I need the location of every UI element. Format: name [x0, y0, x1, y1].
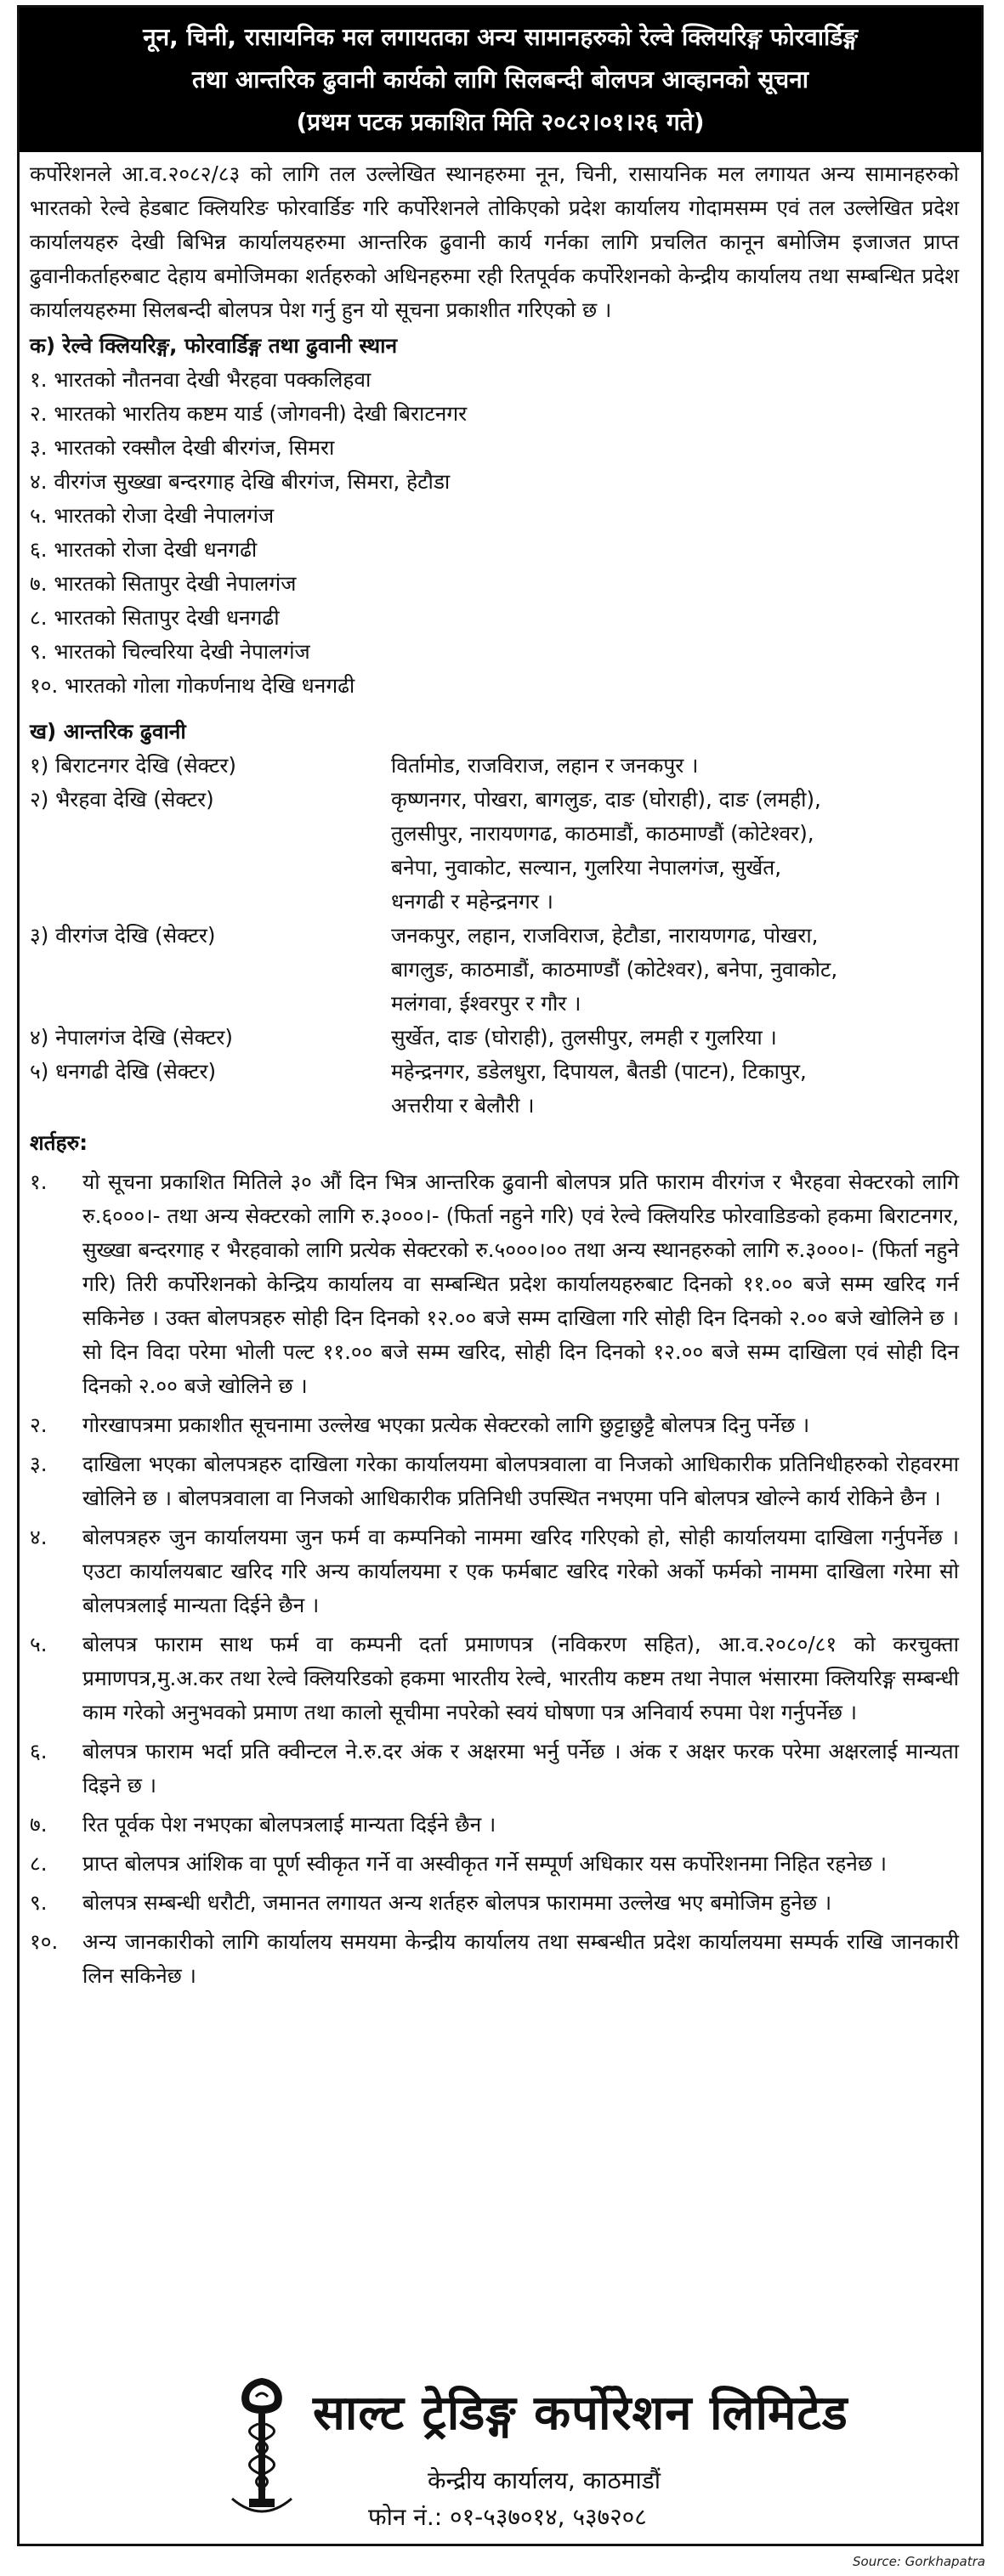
condition-number: ८.	[30, 1851, 48, 1876]
sector-row	[30, 1021, 959, 1055]
sector-origin: ५) धनगढी देखि (सेक्टर)	[30, 1059, 217, 1084]
condition-number: २.	[30, 1413, 48, 1437]
condition-item	[30, 1808, 959, 1842]
list-item: ५. भारतको रोजा देखी नेपालगंज	[30, 503, 275, 528]
list-item: ९. भारतको चिल्वरिया देखी नेपालगंज	[30, 639, 310, 664]
sector-destinations	[391, 783, 959, 919]
destination-line: मलंगवा, ईश्वरपुर र गौर ।	[391, 991, 581, 1016]
company-phone: फोन नं.: ०१-५३७०१४, ५३७२०८	[368, 2503, 647, 2531]
source-credit: Source: Gorkhapatra	[853, 2554, 985, 2569]
section-b-table	[30, 749, 959, 1123]
condition-text: दाखिला भएका बोलपत्रहरु दाखिला गरेका कार्यालयमा बोलपत्रवाला वा निजको आधिकारीक प्रतिनिधीहरुको रोहवरमा खोलिने छ । बोलपत्रवाला वा निजको आधिकारीक प्रतिनिधी उपस्थित नभएमा पनि बोलपत्र खोल्ने कार्य रोकिने छैन ।	[82, 1452, 959, 1510]
sector-row	[30, 919, 959, 1021]
section-b-heading: ख) आन्तरिक ढुवानी	[30, 719, 186, 744]
condition-item	[30, 1408, 959, 1442]
company-office: केन्द्रीय कार्यालय, काठमाडौं	[428, 2466, 661, 2494]
sector-origin: १) बिराटनगर देखि (सेक्टर)	[30, 753, 236, 778]
condition-text: गोरखापत्रमा प्रकाशीत सूचनामा उल्लेख भएका प्रत्येक सेक्टरको लागि छुट्टाछुट्टै बोलपत्र दिनु पर्नेछ ।	[82, 1413, 810, 1437]
sector-destinations	[391, 749, 959, 783]
list-item: ४. वीरगंज सुख्खा बन्दरगाह देखि बीरगंज, सिमरा, हेटौडा	[30, 469, 451, 494]
destination-line: जनकपुर, लहान, राजविराज, हेटौडा, नारायणगढ, पोखरा,	[391, 923, 819, 948]
destination-line: सुर्खेत, दाङ (घोराही), तुलसीपुर, लमही र गुलरिया ।	[391, 1025, 777, 1050]
condition-text: यो सूचना प्रकाशित मितिले ३० औं दिन भित्र आन्तरिक ढुवानी बोलपत्र प्रति फाराम वीरगंज र भैरहवा सेक्टरको लागि रु.६०००।- तथा अन्य सेक्टरको लागि रु.३०००।- (फिर्ता नहुने गरि) एवं रेल्वे क्लियरिड फोरवाडिङको हकमा बिराटनगर, सुख्खा बन्दरगाह र भैरहवाको लागि प्रत्येक सेक्टरको रु.५०००।०० तथा अन्य स्थानहरुको लागि रु.३०००।- (फिर्ता नहुने गरि) तिरी कर्पोरेशनको केन्द्रिय कार्यालय वा सम्बन्धित प्रदेश कार्यालयहरुबाट दिनको ११.०० बजे सम्म खरिद गर्न सकिनेछ । उक्त बोलपत्रहरु सोही दिन दिनको १२.०० बजे सम्म दाखिला गरि सोही दिन दिनको २.०० बजे खोलिने छ । सो दिन विदा परेमा भोली पल्ट ११.०० बजे सम्म खरिद, सोही दिन दिनको १२.०० बजे सम्म दाखिला एवं सोही दिन दिनको २.०० बजे खोलिने छ ।	[82, 1169, 959, 1398]
section-a-list	[30, 363, 959, 703]
sector-destinations	[391, 919, 959, 1021]
sector-origin: ४) नेपालगंज देखि (सेक्टर)	[30, 1025, 233, 1050]
condition-number: ४.	[30, 1525, 48, 1549]
condition-text: बोलपत्रहरु जुन कार्यालयमा जुन फर्म वा कम्पनिको नाममा खरिद गरिएको हो, सोही कार्यालयमा दाखिला गर्नुपर्नेछ । एउटा कार्यालयबाट खरिद गरि अन्य कार्यालयमा र एक फर्मबाट खरिद गरेको अर्को फर्मको नाममा दाखिला गरेमा सो बोलपत्रलाई मान्यता दिईने छैन ।	[82, 1525, 959, 1617]
destination-line: बनेपा, नुवाकोट, सल्यान, गुलरिया नेपालगंज, सुर्खेत,	[391, 855, 782, 880]
destination-line: महेन्द्रनगर, डडेलधुरा, दिपायल, बैतडी (पाटन), टिकापुर,	[391, 1059, 807, 1084]
destination-line: अत्तरीया र बेलौरी ।	[391, 1093, 535, 1118]
title-line-1: नून, चिनी, रासायनिक मल लगायतका अन्य सामानहरुको रेल्वे क्लियरिङ्ग फोरवार्डिङ्ग	[143, 23, 858, 51]
intro-paragraph: कर्पोरेशनले आ.व.२०८२/८३ को लागि तल उल्लेखित स्थानहरुमा नून, चिनी, रासायनिक मल लगायत अन्य सामानहरुको भारतको रेल्वे हेडबाट क्लियरिङ फोरवार्डिङ गरि कर्पोरेशनले तोकिएको प्रदेश कार्यालय गोदामसम्म एवं तल उल्लेखित प्रदेश कार्यालयहरु देखी बिभिन्न कार्यालयहरुमा आन्तरिक ढुवानी कार्य गर्नका लागि प्रचलित कानून बमोजिम इजाजत प्राप्त ढुवानीकर्ताहरुबाट देहाय बमोजिमका शर्तहरुको अधिनहरुमा रही रितपूर्वक कर्पोरेशनको केन्द्रीय कार्यालय तथा सम्बन्धित प्रदेश कार्यालयहरुमा सिलबन्दी बोलपत्र पेश गर्नु हुन यो सूचना प्रकाशीत गरिएको छ ।	[30, 161, 959, 322]
list-item: १०. भारतको गोला गोकर्णनाथ देखि धनगढी	[30, 673, 355, 698]
condition-number: ३.	[30, 1452, 48, 1476]
condition-text: बोलपत्र फाराम भर्दा प्रति क्वीन्टल ने.रु.दर अंक र अक्षरमा भर्नु पर्नेछ । अंक र अक्षर फरक परेमा अक्षरलाई मान्यता दिइने छ ।	[82, 1739, 959, 1798]
condition-item	[30, 1165, 959, 1403]
sector-origin: ३) वीरगंज देखि (सेक्टर)	[30, 923, 216, 948]
company-name: साल्ट ट्रेडिङ्ग कर्पोरेशन लिमिटेड	[313, 2386, 848, 2441]
company-logo-icon	[224, 2371, 300, 2524]
list-item: २. भारतको भारतिय कष्टम यार्ड (जोगवनी) देखी बिराटनगर	[30, 401, 468, 426]
notice-body	[20, 152, 981, 1993]
condition-item	[30, 1735, 959, 1803]
condition-number: १०.	[30, 1929, 59, 1954]
destination-line: तुलसीपुर, नारायणगढ, काठमाडौं, काठमाण्डौं (कोटेश्वर),	[391, 821, 814, 846]
destination-line: धनगढी र महेन्द्रनगर ।	[391, 889, 553, 914]
sector-destinations	[391, 1055, 959, 1123]
sector-origin: २) भैरहवा देखि (सेक्टर)	[30, 787, 214, 812]
conditions-heading: शर्तहरु:	[30, 1130, 88, 1155]
condition-item	[30, 1847, 959, 1881]
list-item: ८. भारतको सितापुर देखी धनगढी	[30, 605, 280, 630]
condition-number: ५.	[30, 1632, 48, 1656]
notice-frame	[17, 5, 984, 2546]
condition-item	[30, 1886, 959, 1920]
list-item: १. भारतको नौतनवा देखी भैरहवा पक्कलिहवा	[30, 367, 372, 392]
list-item: ७. भारतको सितापुर देखी नेपालगंज	[30, 571, 297, 596]
title-line-3: (प्रथम पटक प्रकाशित मिति २०८२।०१।२६ गते)	[296, 108, 705, 136]
condition-text: बोलपत्र फाराम साथ फर्म वा कम्पनी दर्ता प्रमाणपत्र (नविकरण सहित), आ.व.२०८०/८१ को करचुक्ता प्रमाणपत्र,मु.अ.कर तथा रेल्वे क्लियरिडको हकमा भारतीय रेल्वे, भारतीय कष्टम तथा नेपाल भंसारमा क्लियरिङ्ग सम्बन्धी काम गरेको अनुभवको प्रमाण तथा कालो सूचीमा नपरेको स्वयं घोषणा पत्र अनिवार्य रुपमा पेश गर्नुपर्नेछ ।	[82, 1632, 959, 1724]
list-item: ६. भारतको रोजा देखी धनगढी	[30, 537, 258, 562]
condition-number: ९.	[30, 1890, 48, 1915]
list-item: ३. भारतको रक्सौल देखी बीरगंज, सिमरा	[30, 435, 335, 460]
condition-number: ७.	[30, 1812, 48, 1837]
title-line-2: तथा आन्तरिक ढुवानी कार्यको लागि सिलबन्दी बोलपत्र आव्हानको सूचना	[191, 65, 808, 93]
condition-text: अन्य जानकारीको लागि कार्यालय समयमा केन्द्रीय कार्यालय तथा सम्बन्धीत प्रदेश कार्यालयमा सम्पर्क राखि जानकारी लिन सकिनेछ ।	[82, 1929, 959, 1988]
company-footer	[20, 2341, 981, 2545]
condition-text: प्राप्त बोलपत्र आंशिक वा पूर्ण स्वीकृत गर्ने वा अस्वीकृत गर्ने सम्पूर्ण अधिकार यस कर्पोरेशनमा निहित रहनेछ ।	[82, 1851, 888, 1876]
conditions-list	[30, 1165, 959, 1993]
condition-item	[30, 1447, 959, 1515]
sector-destinations	[391, 1021, 959, 1055]
condition-number: ६.	[30, 1739, 48, 1764]
notice-title	[20, 8, 981, 152]
sector-row	[30, 783, 959, 919]
destination-line: बागलुङ, काठमाडौं, काठमाण्डौं (कोटेश्वर), बनेपा, नुवाकोट,	[391, 957, 838, 982]
sector-row	[30, 749, 959, 783]
sector-row	[30, 1055, 959, 1123]
condition-item	[30, 1628, 959, 1730]
section-a-heading: क) रेल्वे क्लियरिङ्ग, फोरवार्डिङ्ग तथा ढुवानी स्थान	[30, 333, 398, 358]
condition-text: रित पूर्वक पेश नभएका बोलपत्रलाई मान्यता दिईने छैन ।	[82, 1812, 496, 1837]
condition-number: १.	[30, 1169, 48, 1194]
condition-item	[30, 1520, 959, 1622]
destination-line: कृष्णनगर, पोखरा, बागलुङ, दाङ (घोराही), दाङ (लमही),	[391, 787, 821, 812]
condition-item	[30, 1925, 959, 1993]
condition-text: बोलपत्र सम्बन्धी धरौटी, जमानत लगायत अन्य शर्तहरु बोलपत्र फाराममा उल्लेख भए बमोजिम हुनेछ ।	[82, 1890, 832, 1915]
destination-line: विर्तामोड, राजविराज, लहान र जनकपुर ।	[391, 753, 699, 778]
